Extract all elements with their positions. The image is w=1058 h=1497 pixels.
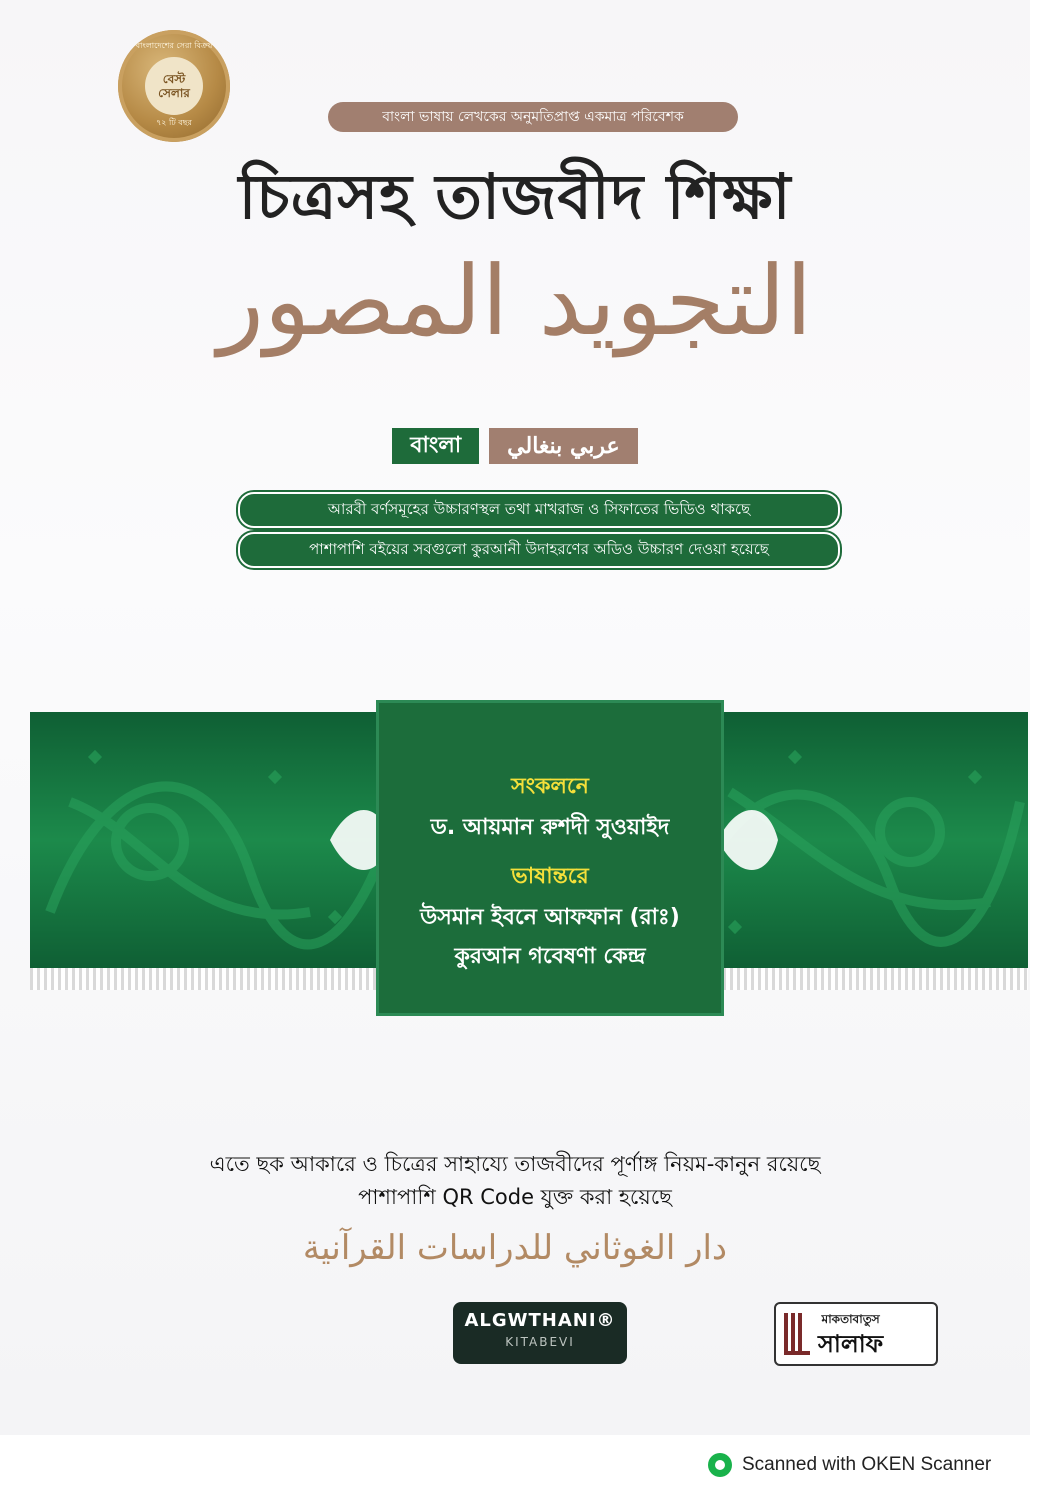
compiled-label: সংকলনে — [511, 774, 589, 799]
publisher-arabic: دار الغوثاني للدراسات القرآنية — [302, 1228, 728, 1268]
distributor-ribbon: বাংলা ভাষায় লেখকের অনুমতিপ্রাপ্ত একমাত্র পরিবেশক — [328, 102, 738, 132]
salaf-line-2: সালাফ — [818, 1330, 884, 1358]
feature-pill-2: পাশাপাশি বইয়ের সবগুলো কুরআনী উদাহরণের অডিও উচ্চারণ দেওয়া হয়েছে — [238, 532, 840, 568]
lang-arabic: عربي بنغالي — [489, 428, 638, 464]
translated-by-2: কুরআন গবেষণা কেন্দ্র — [454, 944, 646, 969]
translated-by-1: উসমান ইবনে আফফান (রাঃ) — [420, 905, 680, 930]
description-line-2: পাশাপাশি QR Code যুক্ত করা হয়েছে — [358, 1185, 672, 1209]
lang-bangla: বাংলা — [392, 428, 479, 464]
description — [0, 1148, 1030, 1214]
language-labels — [0, 428, 1030, 464]
salaf-logo — [774, 1302, 938, 1366]
algwthani-logo — [453, 1302, 627, 1364]
compiled-by: ড. আয়মান রুশদী সুওয়াইদ — [430, 815, 670, 840]
salaf-line-1: মাকতাবাতুস — [821, 1312, 880, 1326]
translated-label: ভাষান্তরে — [511, 864, 589, 889]
book-title: চিত্রসহ তাজবীদ শিক্ষা — [238, 160, 792, 233]
description-line-1: এতে ছক আকারে ও চিত্রের সাহায্যে তাজবীদের পূর্ণাঙ্গ নিয়ম-কানুন রয়েছে — [209, 1152, 821, 1176]
seal-center-text: বেস্ট সেলার — [145, 57, 203, 115]
bestseller-seal — [118, 30, 230, 142]
credits — [376, 765, 724, 978]
seal-bottom-text: ৭২ টি বছর — [156, 118, 192, 127]
scanner-watermark — [708, 1447, 991, 1483]
arabic-title: التجويد المصور — [217, 245, 813, 357]
salaf-book-icon — [784, 1313, 810, 1355]
scanner-label: Scanned with OKEN Scanner — [742, 1454, 992, 1475]
algwthani-sub: KITABEVI — [505, 1335, 575, 1349]
scanner-logo-icon — [708, 1453, 732, 1477]
feature-pill-1: আরবী বর্ণসমূহের উচ্চারণস্থল তথা মাখরাজ ও সিফাতের ভিডিও থাকছে — [238, 492, 840, 528]
seal-top-text: বাংলাদেশের সেরা বিক্রয় — [135, 41, 213, 50]
algwthani-name: ALGWTHANI® — [464, 1310, 616, 1331]
